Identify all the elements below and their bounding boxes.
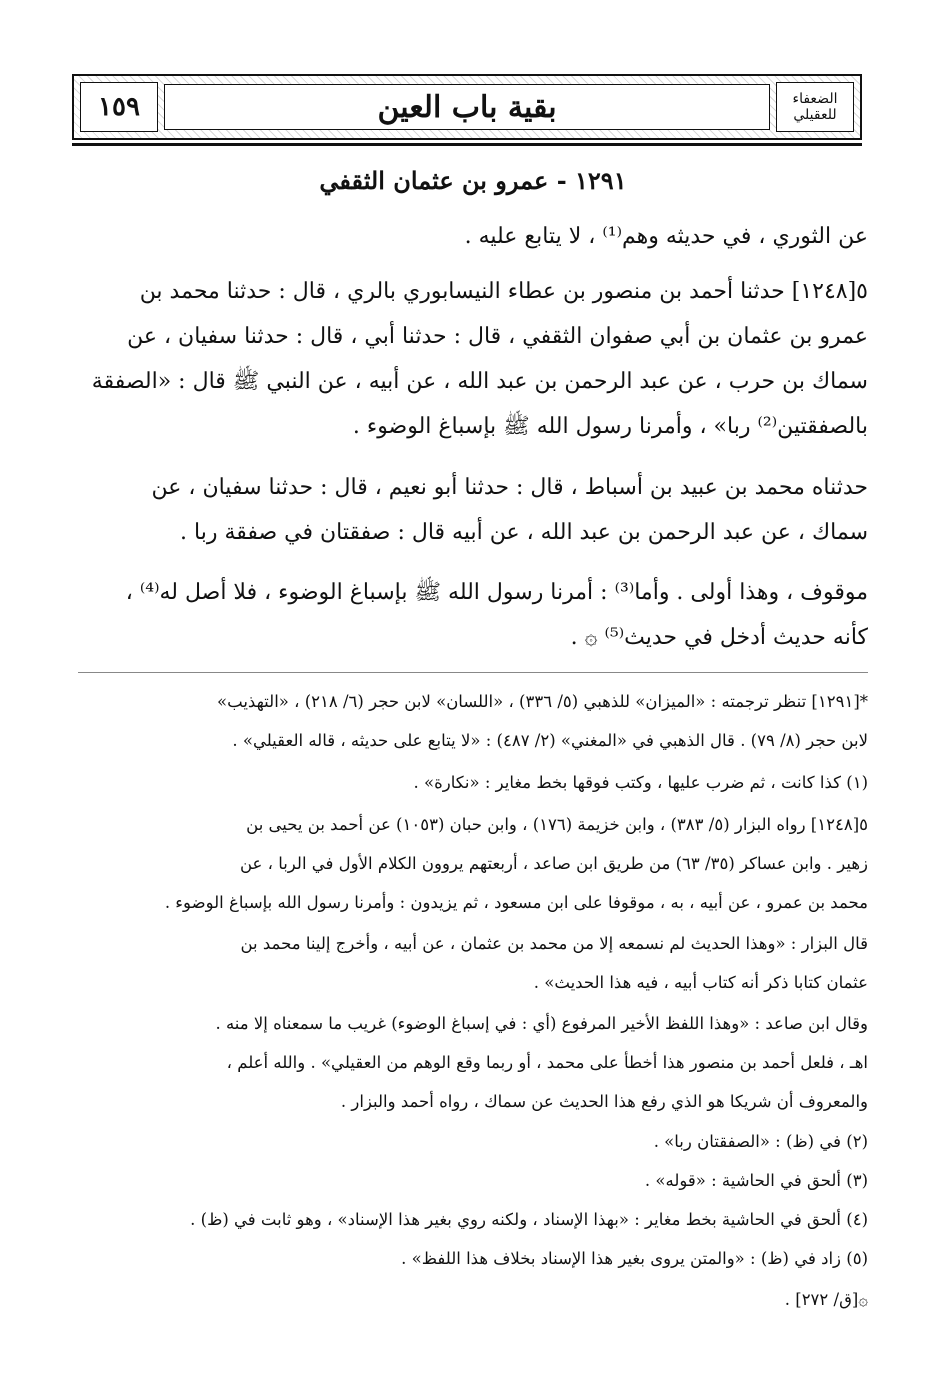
footnote-line: (١) كذا كانت ، ثم ضرب عليها ، وكتب فوقها بخط مغاير : «نكارة» . (413, 773, 868, 792)
footnote-line: ۞[ق/ ٢٧٢] . (784, 1290, 868, 1309)
footnote-line: محمد بن عمرو ، عن أبيه ، به ، موقوفا على ابن مسعود ، ثم يزيدون : وأمرنا رسول الله بإسباغ الوضوء . (164, 893, 868, 912)
body-line: سماك ، عن عبد الرحمن بن عبد الله ، عن أبيه قال : صفقتان في صفقة ربا . (180, 520, 868, 545)
footnote-line: *[١٢٩١] تنظر ترجمته : «الميزان» للذهبي (٥/ ٣٣٦) ، «اللسان» لابن حجر (٦/ ٢١٨) ، «التهذيب» (217, 692, 868, 711)
footnote-separator (78, 672, 868, 673)
page-number: ١٥٩ (98, 92, 140, 122)
footnote-line: (٥) زاد في (ظ) : «والمتن يروى بغير هذا الإسناد بخلاف هذا اللفظ» . (401, 1249, 868, 1268)
entry-title: ١٢٩١ - عمرو بن عثمان الثقفي (319, 166, 627, 195)
body-line: ٥[١٢٤٨] حدثنا أحمد بن منصور بن عطاء النيسابوري بالري ، قال : حدثنا محمد بن (139, 279, 868, 304)
footnote-line: (٤) ألحق في الحاشية بخط مغاير : «بهذا الإسناد ، ولكنه روي بغير هذا الإسناد» ، وهو ثابت في (ظ) . (190, 1210, 868, 1229)
footnote-line: عثمان كتابا ذكر أنه كتاب أبيه ، فيه هذا الحديث» . (533, 973, 868, 992)
body-line: كأنه حديث أدخل في حديث⁽⁵⁾ ۞ . (570, 625, 868, 650)
page-header (72, 74, 862, 140)
footnote-line: (٢) في (ظ) : «الصفقتان ربا» . (653, 1132, 868, 1151)
header-rule (72, 143, 862, 146)
body-line: حدثناه محمد بن عبيد بن أسباط ، قال : حدثنا أبو نعيم ، قال : حدثنا سفيان ، عن (151, 475, 868, 500)
body-line: عمرو بن عثمان بن أبي صفوان الثقفي ، قال : حدثنا أبي ، قال : حدثنا سفيان ، عن (127, 324, 868, 349)
footnote-line: وقال ابن صاعد : «وهذا اللفظ الأخير المرفوع (أي : في إسباغ الوضوء) غريب ما سمعناه إلا منه . (215, 1014, 868, 1033)
running-head-box (164, 84, 770, 130)
footnote-line: ٥[١٢٤٨] رواه البزار (٥/ ٣٨٣) ، وابن خزيمة (١٧٦) ، وابن حبان (١٠٥٣) عن أحمد بن يحيى بن (246, 815, 868, 834)
book-emblem (776, 82, 854, 132)
page-number-box (80, 82, 158, 132)
footnote-line: اهـ ، فلعل أحمد بن منصور هذا أخطأ على محمد ، أو ربما وقع الوهم من العقيلي» . والله أعلم ، (226, 1053, 868, 1072)
body-line: بالصفقتين⁽²⁾ ربا» ، وأمرنا رسول الله ﷺ بإسباغ الوضوء . (352, 414, 868, 439)
footnote-line: قال البزار : «وهذا الحديث لم نسمعه إلا من محمد بن عثمان ، عن أبيه ، وأخرج إلينا محمد بن (240, 934, 868, 953)
body-line: موقوف ، وهذا أولى . وأما⁽³⁾ : أمرنا رسول الله ﷺ بإسباغ الوضوء ، فلا أصل له⁽⁴⁾ ، (125, 580, 868, 605)
body-line: سماك بن حرب ، عن عبد الرحمن بن عبد الله ، عن أبيه ، عن النبي ﷺ قال : «الصفقة (91, 369, 868, 394)
emblem-text: الضعفاء للعقيلي (792, 91, 838, 123)
footnote-line: (٣) ألحق في الحاشية : «قوله» . (644, 1171, 868, 1190)
running-head: بقية باب العين (377, 89, 557, 125)
body-line: عن الثوري ، في حديثه وهم⁽¹⁾ ، لا يتابع عليه . (464, 224, 868, 249)
footnote-line: والمعروف أن شريكا هو الذي رفع هذا الحديث عن سماك ، رواه أحمد والبزار . (340, 1092, 868, 1111)
footnote-line: لابن حجر (٨/ ٧٩) . قال الذهبي في «المغني» (٢/ ٤٨٧) : «لا يتابع على حديثه ، قاله العقيلي» . (232, 731, 868, 750)
footnote-line: زهير . وابن عساكر (٣٥/ ٦٣) من طريق ابن صاعد ، أربعتهم يروون الكلام الأول في الربا ، عن (239, 854, 868, 873)
